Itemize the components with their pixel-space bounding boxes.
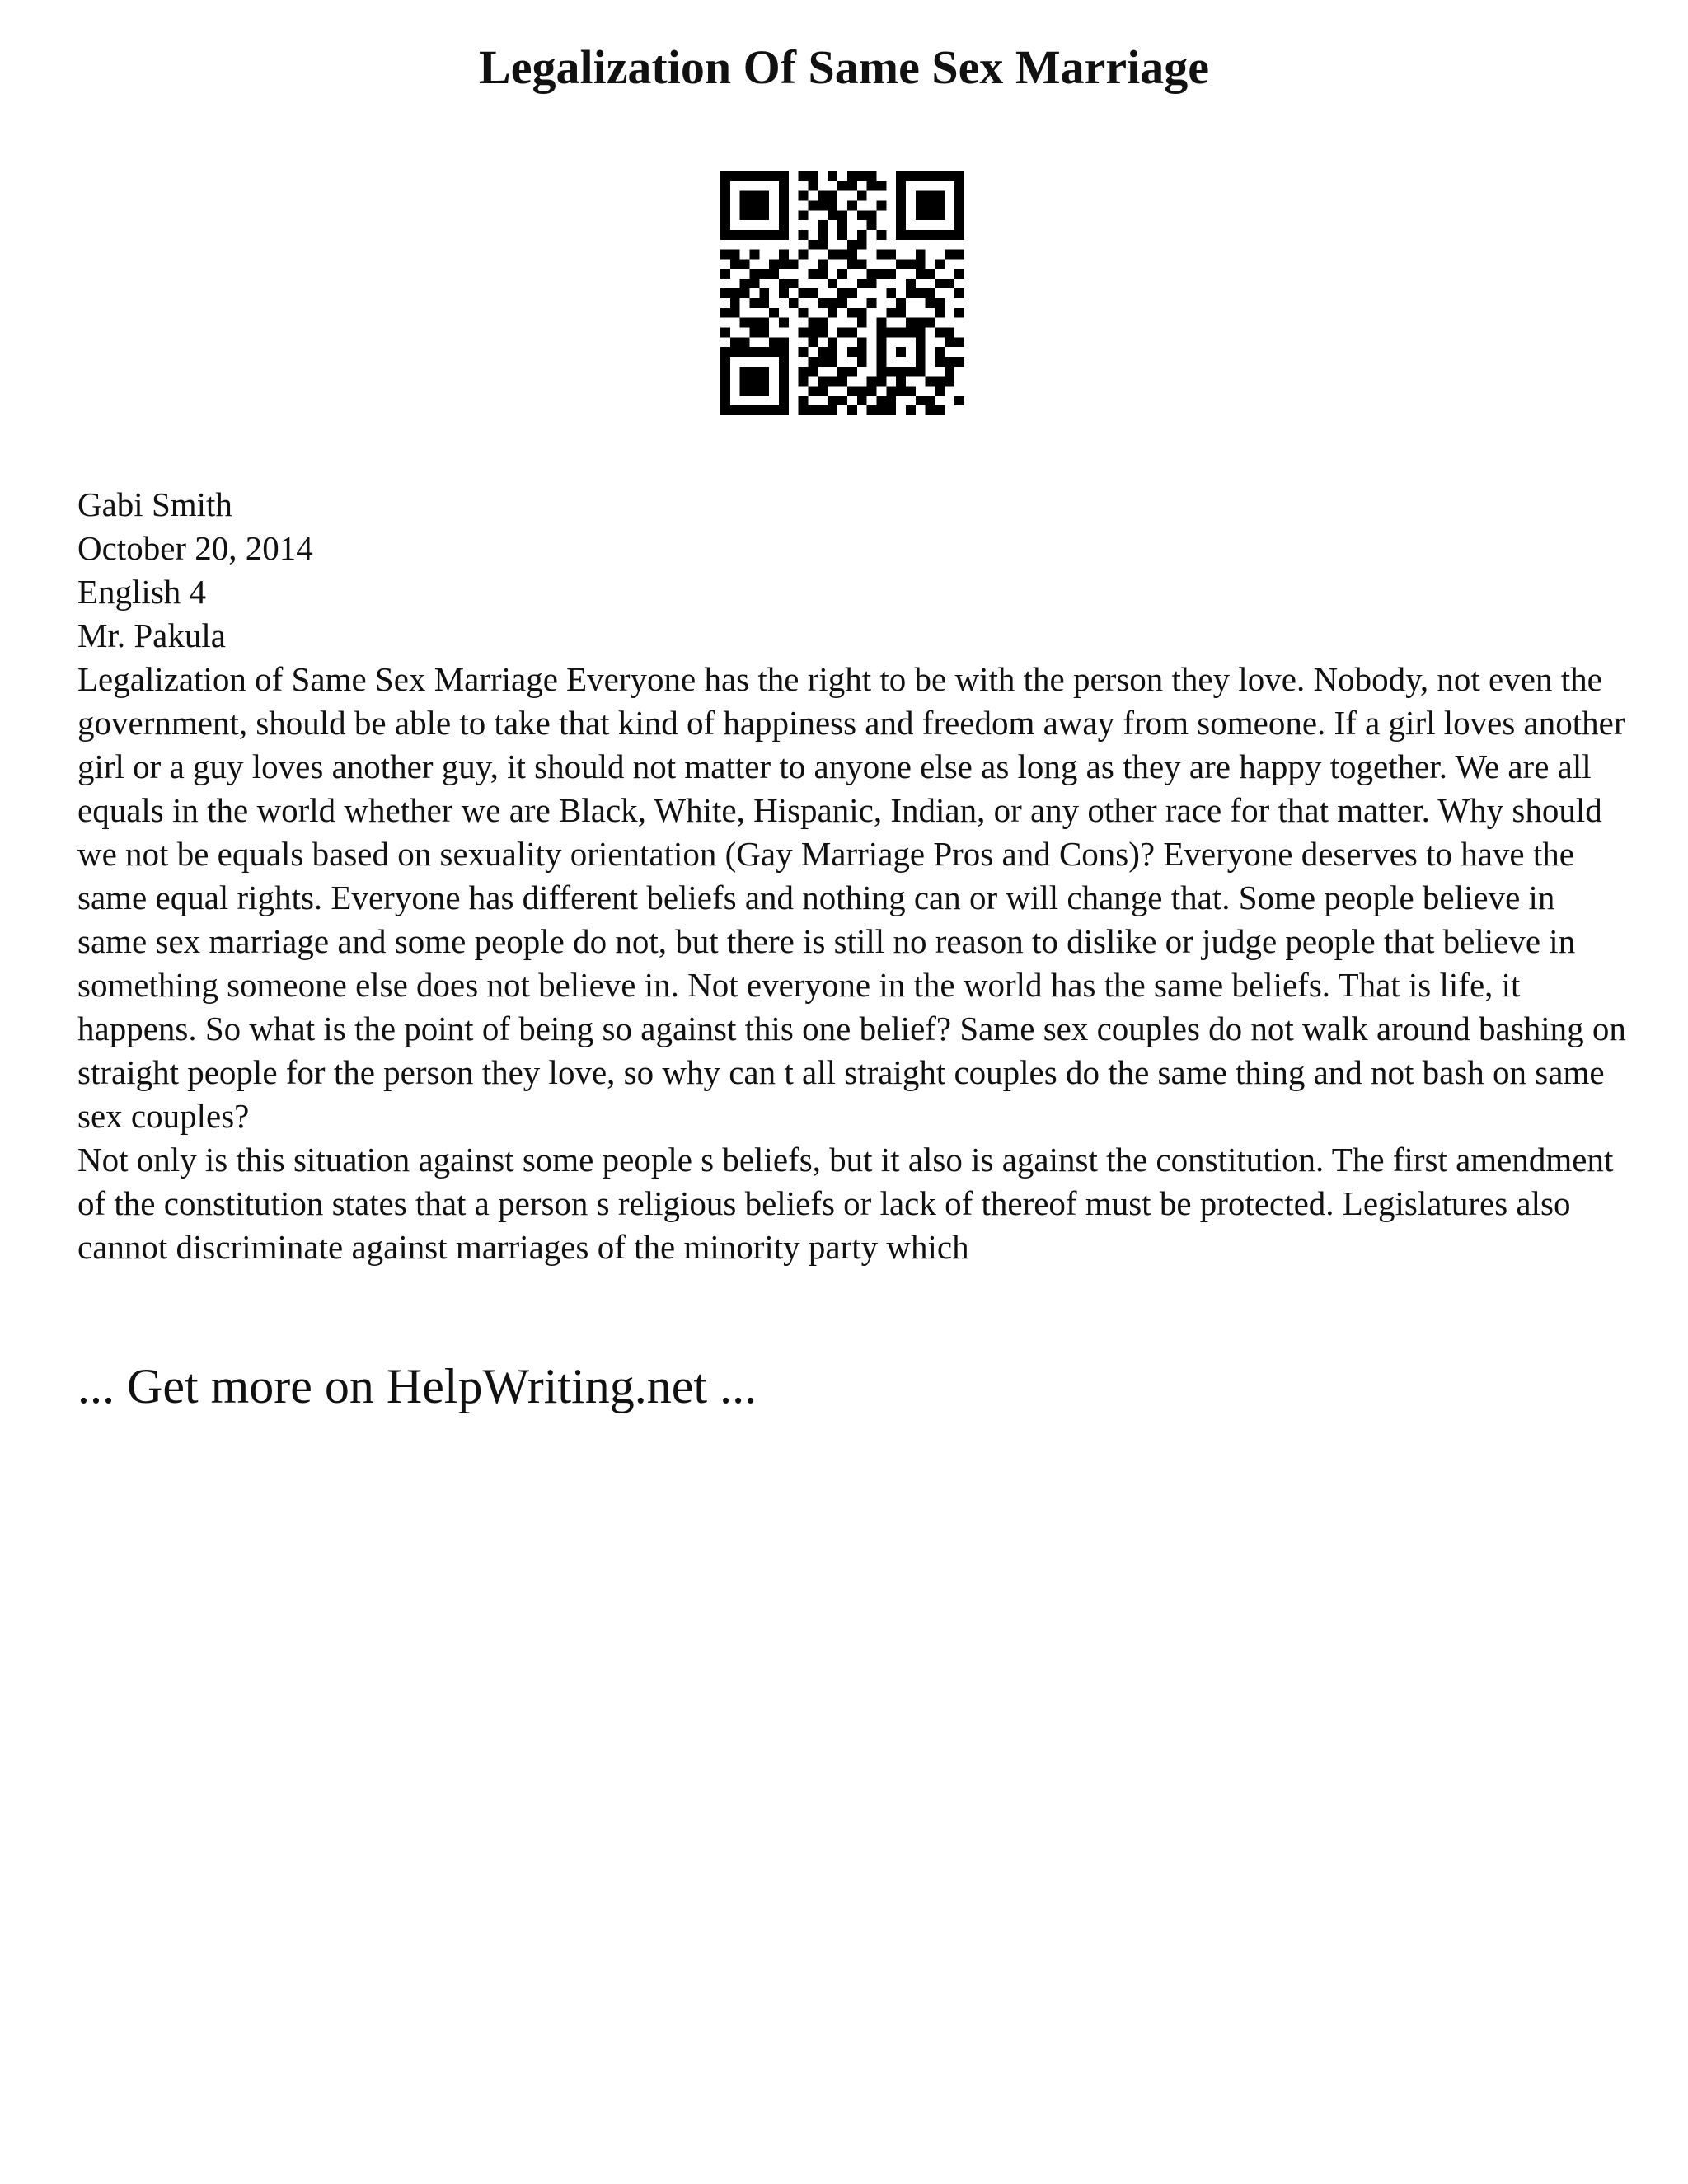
- document-date: October 20, 2014: [77, 529, 313, 567]
- teacher-name: Mr. Pakula: [77, 616, 226, 654]
- document-title: Legalization Of Same Sex Marriage: [479, 40, 1209, 94]
- qr-code-icon: [720, 171, 964, 415]
- essay-paragraph-2: Not only is this situation against some people s beliefs, but it also is against the constitution. The first amendment of the constitution states that a person s religious beliefs or lack of thereof must be protected. Legislatures also cannot discriminate against marriages of the minority party which: [77, 1141, 1614, 1266]
- get-more-link[interactable]: ... Get more on HelpWriting.net ...: [77, 1359, 757, 1413]
- document-body: [77, 483, 1627, 1269]
- author-name: Gabi Smith: [77, 485, 232, 523]
- essay-paragraph-1: Legalization of Same Sex Marriage Everyone has the right to be with the person they love. Nobody, not even the government, should be able to take that kind of happiness and freedom away from someone. If a girl loves another girl or a guy loves another guy, it should not matter to anyone else as long as they are happy together. We are all equals in the world whether we are Black, White, Hispanic, Indian, or any other race for that matter. Why should we not be equals based on sexuality orientation (Gay Marriage Pros and Cons)? Everyone deserves to have the same equal rights. Everyone has different beliefs and nothing can or will change that. Some people believe in same sex marriage and some people do not, but there is still no reason to dislike or judge people that believe in something someone else does not believe in. Not everyone in the world has the same beliefs. That is life, it happens. So what is the point of being so against this one belief? Same sex couples do not walk around bashing on straight people for the person they love, so why can t all straight couples do the same thing and not bash on same sex couples?: [77, 660, 1626, 1135]
- course-name: English 4: [77, 573, 207, 611]
